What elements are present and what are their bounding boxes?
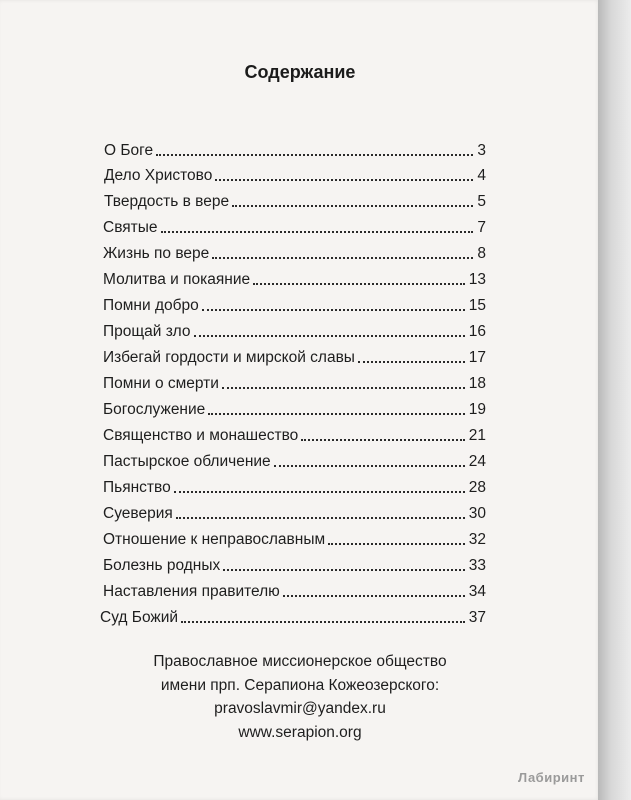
toc-entry-page: 8	[477, 245, 486, 262]
toc-entry-page: 13	[468, 271, 486, 288]
publisher-website: www.serapion.org	[238, 723, 362, 741]
publisher-line-1: Православное миссионерское общество	[153, 653, 447, 670]
toc-entry-page: 33	[468, 557, 486, 574]
toc-leader-dots	[301, 439, 465, 441]
toc-entry-title: Богослужение	[103, 401, 206, 418]
publisher-info	[0, 650, 600, 744]
toc-entry	[103, 529, 486, 549]
toc-entry-title: Священство и монашество	[103, 427, 299, 444]
toc-entry-title: Жизнь по вере	[103, 245, 210, 262]
toc-leader-dots	[194, 335, 465, 337]
toc-entry-title: Святые	[103, 219, 158, 236]
toc-entry	[103, 503, 486, 523]
toc-entry	[103, 295, 486, 315]
toc-entry	[103, 581, 486, 601]
toc-entry-title: Наставления правителю	[103, 583, 280, 600]
toc-leader-dots	[181, 621, 465, 623]
toc-entry	[104, 191, 486, 211]
toc-entry	[103, 217, 486, 237]
toc-entry-page: 7	[477, 219, 486, 236]
toc-entry-title: Болезнь родных	[103, 557, 221, 574]
toc-entry-page: 3	[477, 142, 486, 159]
toc-entry-title: Прощай зло	[103, 323, 191, 340]
toc-leader-dots	[253, 283, 465, 285]
toc-entry-page: 24	[468, 453, 486, 470]
toc-leader-dots	[212, 257, 473, 259]
toc-entry-page: 34	[468, 583, 486, 600]
toc-leader-dots	[208, 413, 464, 415]
toc-entry	[103, 269, 486, 289]
toc-leader-dots	[215, 179, 473, 181]
toc-entry	[103, 399, 486, 419]
toc-entry	[103, 555, 486, 575]
toc-entry-title: Пастырское обличение	[103, 453, 271, 470]
toc-entry-title: Помни о смерти	[103, 375, 219, 392]
toc-entry-page: 28	[468, 479, 486, 496]
toc-entry-page: 30	[468, 505, 486, 522]
toc-entry	[103, 347, 486, 367]
toc-entry-page: 17	[468, 349, 486, 366]
toc-leader-dots	[274, 465, 465, 467]
toc-entry	[103, 451, 486, 471]
toc-entry-title: О Боге	[104, 142, 154, 159]
toc-entry	[103, 243, 486, 263]
toc-entry-page: 21	[468, 427, 486, 444]
toc-entry-title: Отношение к неправославным	[103, 531, 326, 548]
page-title: Содержание	[244, 62, 356, 82]
toc-entry-title: Пьянство	[103, 479, 171, 496]
toc-leader-dots	[223, 569, 465, 571]
toc-entry	[103, 477, 486, 497]
toc-entry-page: 5	[477, 193, 486, 210]
toc-entry-page: 15	[468, 297, 486, 314]
toc-entry-page: 16	[468, 323, 486, 340]
toc-leader-dots	[176, 517, 465, 519]
toc-leader-dots	[174, 491, 465, 493]
toc-leader-dots	[202, 309, 465, 311]
toc-entry-page: 32	[468, 531, 486, 548]
toc-entry	[103, 373, 486, 393]
toc-leader-dots	[283, 595, 465, 597]
toc-leader-dots	[161, 231, 474, 233]
toc-entry-title: Суеверия	[103, 505, 173, 522]
toc-entry-title: Суд Божий	[100, 609, 179, 626]
toc-entry-page: 4	[477, 167, 486, 184]
toc-entry	[103, 321, 486, 341]
toc-entry	[104, 140, 486, 160]
toc-entry	[103, 425, 486, 445]
toc-entry-title: Молитва и покаяние	[103, 271, 251, 288]
toc-entry	[104, 165, 486, 185]
toc-entry-page: 37	[468, 609, 486, 626]
toc-entry-page: 19	[468, 401, 486, 418]
toc-entry-title: Помни добро	[103, 297, 199, 314]
toc-leader-dots	[222, 387, 465, 389]
watermark-logo: Лабиринт	[518, 770, 585, 785]
toc-leader-dots	[156, 154, 473, 156]
toc-entry-title: Твердость в вере	[104, 193, 230, 210]
toc-entry-title: Избегай гордости и мирской славы	[103, 349, 355, 366]
page-edge-shadow	[598, 0, 631, 800]
publisher-email: pravoslavmir@yandex.ru	[214, 700, 386, 717]
toc-leader-dots	[328, 543, 465, 545]
toc-leader-dots	[358, 361, 465, 363]
publisher-line-2: имени прп. Серапиона Кожеозерского:	[160, 676, 440, 694]
toc-entry	[100, 607, 486, 627]
toc-leader-dots	[232, 205, 473, 207]
toc-entry-title: Дело Христово	[104, 167, 213, 184]
toc-entry-page: 18	[468, 375, 486, 392]
